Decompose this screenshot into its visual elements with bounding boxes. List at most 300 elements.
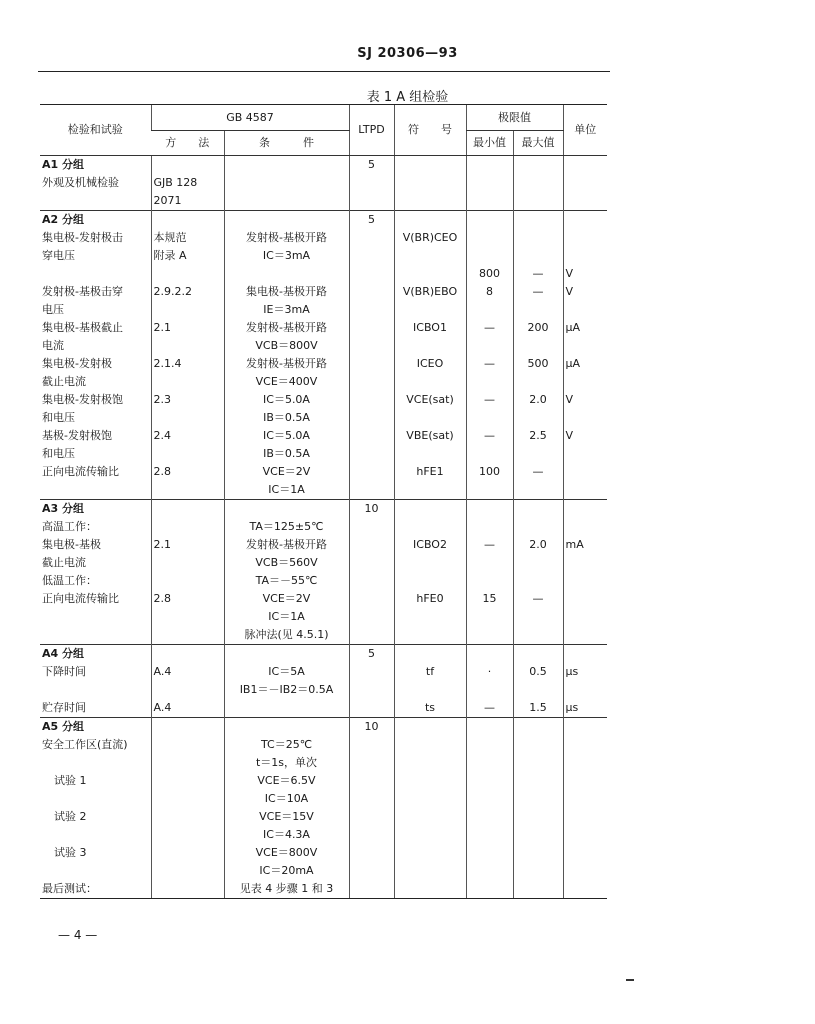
condition-cell-line: 发射极-基极开路 bbox=[246, 321, 327, 334]
unit-cell bbox=[563, 718, 607, 737]
ltpd-cell bbox=[349, 283, 394, 319]
symbol-cell-line bbox=[397, 718, 464, 736]
min-cell bbox=[466, 572, 513, 590]
min-cell-line: — bbox=[484, 538, 495, 551]
min-cell-line bbox=[469, 445, 511, 463]
table-row bbox=[40, 174, 607, 211]
method-cell bbox=[151, 319, 224, 355]
method-cell-line: 2071 bbox=[153, 194, 182, 207]
max-cell bbox=[513, 211, 563, 230]
test-cell-line: 电压 bbox=[42, 303, 64, 316]
unit-cell bbox=[563, 536, 607, 572]
symbol-cell-line bbox=[397, 301, 464, 319]
unit-cell-line bbox=[566, 826, 606, 844]
ltpd-cell bbox=[349, 156, 394, 175]
symbol-cell bbox=[394, 156, 466, 175]
unit-cell-line bbox=[566, 844, 606, 862]
test-cell-line: 正向电流传输比 bbox=[42, 592, 119, 605]
group-a-inspection-table bbox=[40, 104, 607, 899]
min-cell bbox=[466, 645, 513, 664]
min-cell-line bbox=[469, 409, 511, 427]
test-cell bbox=[40, 427, 151, 463]
condition-cell-line: 脉冲法(见 4.5.1) bbox=[244, 628, 329, 641]
test-cell-line: A3 分组 bbox=[42, 502, 84, 515]
test-cell bbox=[40, 663, 151, 699]
ltpd-cell-line bbox=[352, 880, 392, 898]
test-cell bbox=[40, 880, 151, 899]
test-cell-line: 截止电流 bbox=[42, 375, 86, 388]
condition-cell bbox=[224, 283, 349, 319]
table-row bbox=[40, 844, 607, 880]
header-rule bbox=[38, 71, 610, 72]
max-cell bbox=[513, 699, 563, 718]
ltpd-cell bbox=[349, 844, 394, 880]
unit-cell bbox=[563, 355, 607, 391]
test-cell-line bbox=[42, 681, 149, 699]
header-condition: 条 件 bbox=[224, 131, 349, 156]
method-cell bbox=[151, 463, 224, 500]
unit-cell-line bbox=[566, 409, 606, 427]
min-cell bbox=[466, 500, 513, 519]
ltpd-cell-line bbox=[352, 174, 392, 192]
method-cell-line bbox=[154, 608, 222, 626]
condition-cell bbox=[224, 156, 349, 175]
test-cell-line bbox=[42, 608, 149, 626]
symbol-cell-line bbox=[397, 554, 464, 572]
unit-cell-line bbox=[566, 445, 606, 463]
ltpd-cell-line bbox=[352, 590, 392, 608]
unit-cell-line: μA bbox=[565, 357, 581, 370]
test-cell-line bbox=[42, 790, 149, 808]
table-row bbox=[40, 229, 607, 283]
test-cell bbox=[40, 536, 151, 572]
method-cell bbox=[151, 699, 224, 718]
min-cell-line bbox=[469, 554, 511, 572]
symbol-cell-line: hFE0 bbox=[416, 592, 444, 605]
symbol-cell-line bbox=[397, 681, 464, 699]
ltpd-cell-line bbox=[352, 229, 392, 247]
symbol-cell bbox=[394, 319, 466, 355]
unit-cell-line: V bbox=[565, 285, 574, 298]
method-cell bbox=[151, 211, 224, 230]
symbol-cell bbox=[394, 663, 466, 699]
max-cell-line bbox=[516, 174, 561, 192]
test-cell bbox=[40, 844, 151, 880]
method-cell bbox=[151, 736, 224, 772]
symbol-cell-line bbox=[397, 211, 464, 229]
symbol-cell bbox=[394, 518, 466, 536]
min-cell-line bbox=[469, 754, 511, 772]
condition-cell-line: VCE＝2V bbox=[262, 592, 311, 605]
test-cell-line: 集电极-发射极饱 bbox=[42, 393, 123, 406]
max-cell bbox=[513, 229, 563, 283]
condition-cell-line: IC＝10A bbox=[264, 792, 309, 805]
unit-cell bbox=[563, 844, 607, 880]
max-cell-line: — bbox=[532, 592, 544, 605]
table-row bbox=[40, 772, 607, 808]
header-min: 最小值 bbox=[466, 131, 513, 156]
test-cell-line: 集电极-基极 bbox=[42, 538, 101, 551]
symbol-cell-line bbox=[397, 265, 464, 283]
test-cell-line: 电流 bbox=[42, 339, 64, 352]
unit-cell-line bbox=[566, 337, 606, 355]
unit-cell bbox=[563, 391, 607, 427]
ltpd-cell bbox=[349, 518, 394, 536]
ltpd-cell-line bbox=[352, 844, 392, 862]
symbol-cell-line bbox=[397, 481, 464, 499]
test-cell bbox=[40, 391, 151, 427]
header-gb-standard: GB 4587 bbox=[151, 105, 349, 131]
min-cell-line bbox=[469, 373, 511, 391]
symbol-cell bbox=[394, 463, 466, 500]
symbol-cell bbox=[394, 283, 466, 319]
symbol-cell bbox=[394, 427, 466, 463]
condition-cell-line: IC＝20mA bbox=[259, 864, 314, 877]
condition-cell bbox=[224, 536, 349, 572]
table-row bbox=[40, 355, 607, 391]
min-cell-line: 15 bbox=[482, 592, 497, 605]
max-cell bbox=[513, 518, 563, 536]
condition-cell bbox=[224, 880, 349, 899]
method-cell-line bbox=[154, 862, 222, 880]
max-cell-line bbox=[516, 554, 561, 572]
symbol-cell-line: VCE(sat) bbox=[406, 393, 454, 406]
symbol-cell bbox=[394, 736, 466, 772]
symbol-cell-line bbox=[397, 409, 464, 427]
max-cell bbox=[513, 880, 563, 899]
table-row bbox=[40, 590, 607, 645]
method-cell bbox=[151, 156, 224, 175]
condition-cell-line: t＝1s，单次 bbox=[255, 756, 318, 769]
ltpd-cell-line bbox=[352, 754, 392, 772]
symbol-cell-line bbox=[397, 844, 464, 862]
test-cell-line: 正向电流传输比 bbox=[42, 465, 119, 478]
test-cell-line bbox=[42, 862, 149, 880]
max-cell bbox=[513, 736, 563, 772]
condition-cell bbox=[224, 427, 349, 463]
min-cell-line: 100 bbox=[479, 465, 500, 478]
unit-cell bbox=[563, 319, 607, 355]
table-row bbox=[40, 283, 607, 319]
test-cell-line: A1 分组 bbox=[42, 158, 84, 171]
method-cell-line bbox=[154, 211, 222, 229]
test-cell-line: 试验 1 bbox=[54, 774, 87, 787]
min-cell-line bbox=[469, 500, 511, 518]
unit-cell bbox=[563, 156, 607, 175]
unit-cell-line bbox=[566, 518, 606, 536]
ltpd-cell-line bbox=[352, 663, 392, 681]
method-cell-line bbox=[154, 554, 222, 572]
test-cell-line: 基极-发射极饱 bbox=[42, 429, 112, 442]
ltpd-cell bbox=[349, 645, 394, 664]
max-cell-line bbox=[516, 247, 561, 265]
unit-cell bbox=[563, 663, 607, 699]
page-number: — 4 — bbox=[58, 928, 98, 942]
min-cell-line: — bbox=[484, 429, 495, 442]
condition-cell-line bbox=[227, 718, 347, 736]
method-cell-line bbox=[154, 445, 222, 463]
unit-cell-line: V bbox=[565, 429, 574, 442]
test-cell-line: 集电极-发射极 bbox=[42, 357, 112, 370]
condition-cell-line: 见表 4 步骤 1 和 3 bbox=[239, 882, 334, 895]
min-cell-line bbox=[469, 736, 511, 754]
min-cell-line bbox=[469, 229, 511, 247]
test-cell bbox=[40, 699, 151, 718]
min-cell-line bbox=[469, 518, 511, 536]
ltpd-cell bbox=[349, 536, 394, 572]
method-cell-line bbox=[154, 754, 222, 772]
max-cell bbox=[513, 645, 563, 664]
unit-cell-line bbox=[566, 590, 606, 608]
min-cell-line: — bbox=[484, 357, 495, 370]
max-cell-line bbox=[516, 337, 561, 355]
header-unit: 单位 bbox=[563, 105, 607, 156]
symbol-cell-line bbox=[397, 572, 464, 590]
symbol-cell-line bbox=[397, 174, 464, 192]
symbol-cell-line bbox=[397, 826, 464, 844]
min-cell bbox=[466, 808, 513, 844]
min-cell bbox=[466, 718, 513, 737]
ltpd-cell bbox=[349, 355, 394, 391]
min-cell-line bbox=[469, 626, 511, 644]
condition-cell-line: VCE＝6.5V bbox=[257, 774, 316, 787]
ltpd-cell bbox=[349, 211, 394, 230]
min-cell bbox=[466, 319, 513, 355]
symbol-cell bbox=[394, 391, 466, 427]
min-cell bbox=[466, 283, 513, 319]
method-cell bbox=[151, 391, 224, 427]
min-cell-line bbox=[469, 880, 511, 898]
max-cell-line bbox=[516, 373, 561, 391]
unit-cell-line bbox=[566, 790, 606, 808]
condition-cell-line bbox=[227, 174, 347, 192]
min-cell-line bbox=[469, 718, 511, 736]
unit-cell-line bbox=[566, 736, 606, 754]
test-cell-line: 贮存时间 bbox=[42, 701, 86, 714]
header-ltpd: LTPD bbox=[349, 105, 394, 156]
min-cell bbox=[466, 772, 513, 808]
table-row bbox=[40, 808, 607, 844]
table-row bbox=[40, 645, 607, 664]
test-cell-line bbox=[42, 826, 149, 844]
max-cell-line bbox=[516, 518, 561, 536]
test-cell bbox=[40, 736, 151, 772]
max-cell-line: 2.5 bbox=[529, 429, 547, 442]
table-row bbox=[40, 572, 607, 590]
unit-cell bbox=[563, 229, 607, 283]
symbol-cell bbox=[394, 718, 466, 737]
max-cell-line bbox=[516, 626, 561, 644]
test-cell-line: 最后测试： bbox=[42, 882, 97, 895]
symbol-cell bbox=[394, 699, 466, 718]
document-number: SJ 20306—93 bbox=[357, 46, 458, 61]
header-symbol: 符 号 bbox=[394, 105, 466, 156]
condition-cell-line: IC＝5.0A bbox=[263, 429, 310, 442]
method-cell-line: 2.1.4 bbox=[153, 357, 182, 370]
symbol-cell-line: V(BR)CEO bbox=[402, 231, 458, 244]
table-row bbox=[40, 211, 607, 230]
test-cell bbox=[40, 718, 151, 737]
max-cell bbox=[513, 319, 563, 355]
ltpd-cell bbox=[349, 590, 394, 645]
max-cell-line bbox=[516, 880, 561, 898]
table-row bbox=[40, 880, 607, 899]
condition-cell bbox=[224, 699, 349, 718]
condition-cell-line bbox=[227, 156, 347, 174]
symbol-cell bbox=[394, 174, 466, 211]
min-cell-line bbox=[469, 681, 511, 699]
ltpd-cell-line bbox=[352, 681, 392, 699]
symbol-cell-line bbox=[397, 736, 464, 754]
test-cell bbox=[40, 211, 151, 230]
min-cell-line bbox=[469, 862, 511, 880]
ltpd-cell-line bbox=[352, 736, 392, 754]
min-cell-line bbox=[469, 156, 511, 174]
unit-cell-line: mA bbox=[565, 538, 584, 551]
test-cell-line bbox=[42, 265, 149, 283]
ltpd-cell-line: 5 bbox=[368, 158, 375, 171]
min-cell-line bbox=[469, 826, 511, 844]
min-cell bbox=[466, 699, 513, 718]
ltpd-cell-line bbox=[352, 337, 392, 355]
condition-cell bbox=[224, 844, 349, 880]
max-cell-line bbox=[516, 301, 561, 319]
table-row bbox=[40, 518, 607, 536]
method-cell-line bbox=[154, 337, 222, 355]
table-row bbox=[40, 427, 607, 463]
ltpd-cell bbox=[349, 174, 394, 211]
unit-cell-line: μs bbox=[565, 701, 579, 714]
method-cell-line bbox=[154, 826, 222, 844]
ltpd-cell bbox=[349, 500, 394, 519]
ltpd-cell-line bbox=[352, 572, 392, 590]
ltpd-cell bbox=[349, 880, 394, 899]
min-cell-line bbox=[469, 301, 511, 319]
condition-cell-line: IB＝0.5A bbox=[263, 447, 310, 460]
test-cell bbox=[40, 772, 151, 808]
condition-cell-line: TA＝－55℃ bbox=[255, 574, 318, 587]
method-cell-line bbox=[154, 880, 222, 898]
condition-cell-line: VCE＝400V bbox=[255, 375, 318, 388]
symbol-cell-line bbox=[397, 880, 464, 898]
test-cell-line: 低温工作： bbox=[42, 574, 97, 587]
min-cell bbox=[466, 355, 513, 391]
ltpd-cell-line bbox=[352, 391, 392, 409]
ltpd-cell bbox=[349, 427, 394, 463]
min-cell bbox=[466, 211, 513, 230]
condition-cell-line: 集电极-基极开路 bbox=[246, 285, 327, 298]
max-cell-line bbox=[516, 826, 561, 844]
unit-cell-line bbox=[566, 229, 606, 247]
max-cell bbox=[513, 590, 563, 645]
max-cell-line: — bbox=[532, 267, 544, 280]
ltpd-cell-line bbox=[352, 319, 392, 337]
ltpd-cell-line bbox=[352, 427, 392, 445]
unit-cell-line bbox=[566, 373, 606, 391]
condition-cell-line: VCE＝800V bbox=[255, 846, 318, 859]
table-row bbox=[40, 718, 607, 737]
method-cell-line bbox=[154, 808, 222, 826]
min-cell-line bbox=[469, 481, 511, 499]
condition-cell-line: TA＝125±5℃ bbox=[249, 520, 324, 533]
min-cell-line bbox=[469, 808, 511, 826]
test-cell-line: 发射极-基极击穿 bbox=[42, 285, 123, 298]
max-cell-line bbox=[516, 681, 561, 699]
method-cell-line: A.4 bbox=[153, 665, 172, 678]
condition-cell-line: IC＝1A bbox=[268, 610, 305, 623]
ltpd-cell-line bbox=[352, 247, 392, 265]
min-cell bbox=[466, 844, 513, 880]
symbol-cell bbox=[394, 536, 466, 572]
test-cell-line: A5 分组 bbox=[42, 720, 84, 733]
max-cell bbox=[513, 718, 563, 737]
unit-cell-line bbox=[566, 174, 606, 192]
condition-cell bbox=[224, 518, 349, 536]
test-cell-line: 高温工作： bbox=[42, 520, 97, 533]
unit-cell bbox=[563, 736, 607, 772]
min-cell-line: 800 bbox=[479, 267, 500, 280]
unit-cell-line: V bbox=[565, 393, 574, 406]
ltpd-cell-line bbox=[352, 826, 392, 844]
symbol-cell bbox=[394, 572, 466, 590]
symbol-cell-line bbox=[397, 500, 464, 518]
symbol-cell bbox=[394, 645, 466, 664]
max-cell-line bbox=[516, 156, 561, 174]
max-cell bbox=[513, 844, 563, 880]
ltpd-cell-line: 10 bbox=[364, 502, 379, 515]
max-cell bbox=[513, 463, 563, 500]
test-cell-line: 和电压 bbox=[42, 447, 75, 460]
table-row bbox=[40, 536, 607, 572]
test-cell-line: 集电极-基极截止 bbox=[42, 321, 123, 334]
method-cell-line bbox=[154, 790, 222, 808]
min-cell-line: 8 bbox=[486, 285, 493, 298]
test-cell bbox=[40, 229, 151, 283]
unit-cell-line bbox=[566, 772, 606, 790]
table-row bbox=[40, 663, 607, 699]
condition-cell bbox=[224, 463, 349, 500]
ltpd-cell-line bbox=[352, 772, 392, 790]
ltpd-cell bbox=[349, 572, 394, 590]
max-cell-line bbox=[516, 754, 561, 772]
symbol-cell-line bbox=[397, 608, 464, 626]
condition-cell-line: 发射极-基极开路 bbox=[246, 538, 327, 551]
min-cell bbox=[466, 536, 513, 572]
condition-cell bbox=[224, 772, 349, 808]
table-row bbox=[40, 319, 607, 355]
symbol-cell-line bbox=[397, 808, 464, 826]
ltpd-cell bbox=[349, 391, 394, 427]
symbol-cell-line bbox=[397, 790, 464, 808]
condition-cell bbox=[224, 645, 349, 664]
max-cell-line bbox=[516, 844, 561, 862]
max-cell-line: 200 bbox=[527, 321, 549, 334]
unit-cell bbox=[563, 572, 607, 590]
test-cell-line: A2 分组 bbox=[42, 213, 84, 226]
unit-cell-line bbox=[566, 862, 606, 880]
ltpd-cell-line bbox=[352, 518, 392, 536]
table-row bbox=[40, 463, 607, 500]
method-cell-line: 2.8 bbox=[153, 465, 171, 478]
condition-cell-line: IC＝4.3A bbox=[263, 828, 310, 841]
symbol-cell bbox=[394, 355, 466, 391]
max-cell-line bbox=[516, 481, 561, 499]
unit-cell-line bbox=[566, 156, 606, 174]
unit-cell-line bbox=[566, 645, 606, 663]
condition-cell-line: IC＝1A bbox=[268, 483, 305, 496]
unit-cell bbox=[563, 211, 607, 230]
symbol-cell bbox=[394, 844, 466, 880]
